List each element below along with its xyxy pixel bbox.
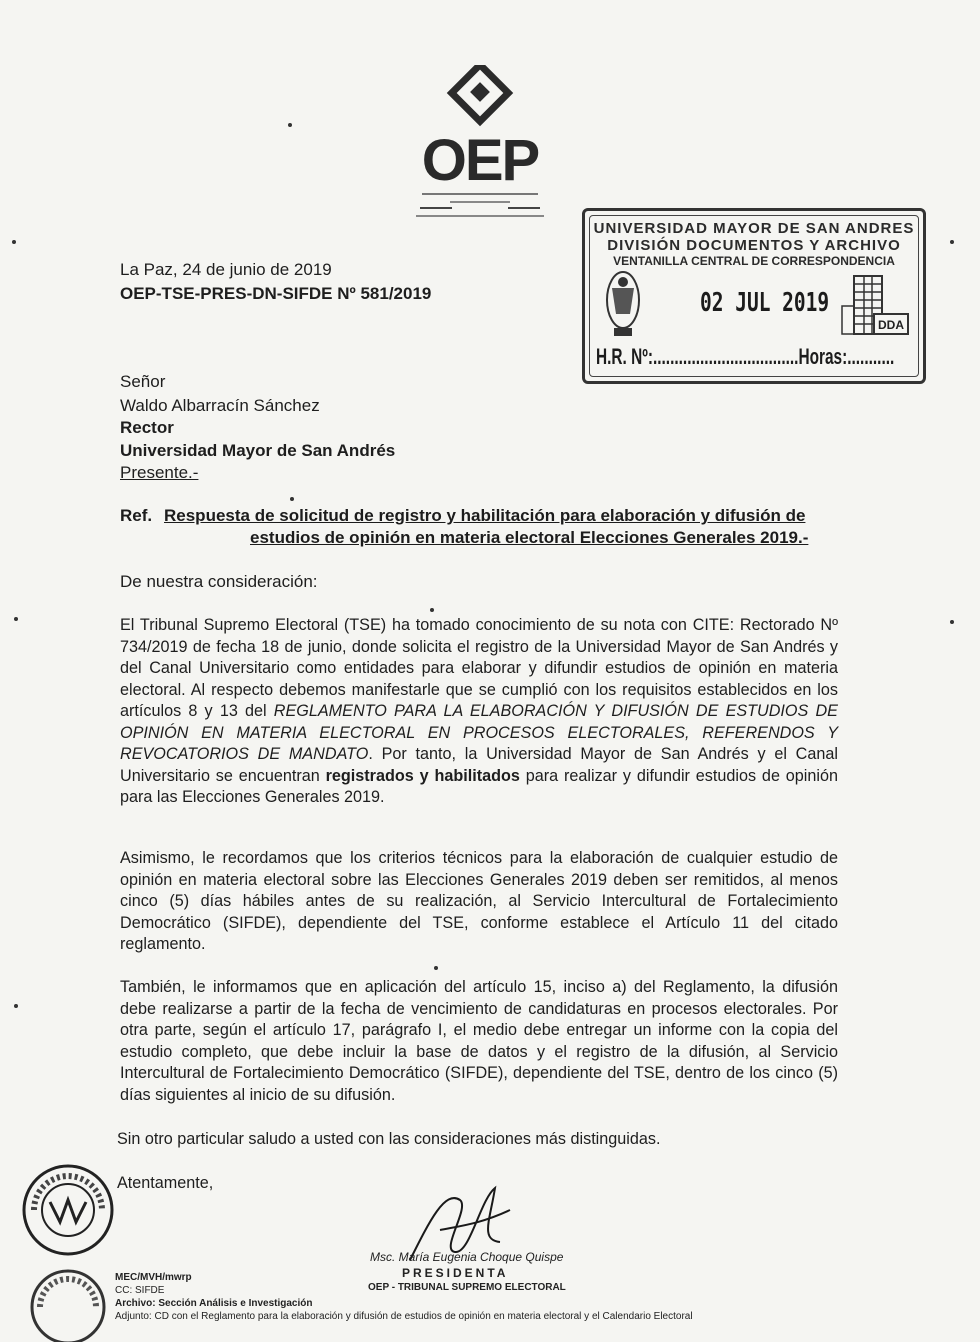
university-seal-icon <box>604 268 642 340</box>
sifde-seal-icon <box>20 1162 116 1258</box>
ref-line-1: Respuesta de solicitud de registro y habilitación para elaboración y difusión de <box>164 506 806 525</box>
footer-archivo: Archivo: Sección Análisis e Investigación <box>115 1298 313 1309</box>
oep-logo <box>405 55 555 228</box>
body-paragraph-1: El Tribunal Supremo Electoral (TSE) ha tomado conocimiento de su nota con CITE: Rectorado Nº 734/2019 de fecha 18 de junio, donde solicita el registro de la Universidad Mayor de San Andrés y del Canal Universitario como entidades para elaborar y difundir estudios de opinión en materia electoral. Al respecto debemos manifestarle que se cumplió con los requisitos establecidos en los artículos 8 y 13 del REGLAMENTO PARA LA ELABORACIÓN Y DIFUSIÓN DE ESTUDIOS DE OPINIÓN EN MATERIA ELECTORAL EN PROCESOS ELECTORALES, REFERENDOS Y REVOCATORIOS DE MANDATO. Por tanto, la Universidad Mayor de San Andrés y el Canal Universitario se encuentran registrados y habilitados para realizar y difundir estudios de opinión para las Elecciones Generales 2019. <box>120 616 838 806</box>
body-paragraph-2: Asimismo, le recordamos que los criterios técnicos para la elaboración de cualquier estudio de opinión en materia electoral sobre las Elecciones Generales 2019 deben ser remitidos, al menos cinco (5) días hábiles antes de su realización, al Servicio Intercultural de Fortalecimiento Democrático (SIFDE), dependiente del TSE, conforme establece el Artículo 11 del citado reglamento. <box>120 849 838 953</box>
footer-cc: CC: SIFDE <box>115 1285 165 1296</box>
stamp-university: UNIVERSIDAD MAYOR DE SAN ANDRES <box>593 220 915 237</box>
stamp-hr-label: H.R. Nº: <box>596 344 653 369</box>
second-seal-icon <box>28 1265 108 1342</box>
stamp-footer: H.R. Nº:..................................Horas:........... <box>596 344 895 369</box>
ref-label: Ref. <box>120 506 153 525</box>
footer-initials: MEC/MVH/mwrp <box>115 1272 192 1283</box>
oep-acronym: OEP <box>421 128 539 193</box>
recipient-org: Universidad Mayor de San Andrés <box>120 441 396 460</box>
place-date: La Paz, 24 de junio de 2019 <box>120 260 332 279</box>
cite-number: OEP-TSE-PRES-DN-SIFDE Nº 581/2019 <box>120 284 432 303</box>
greeting: De nuestra consideración: <box>120 572 318 591</box>
oep-emblem-icon <box>440 55 520 127</box>
signer-org: OEP - TRIBUNAL SUPREMO ELECTORAL <box>368 1282 566 1293</box>
presente: Presente.- <box>120 463 199 482</box>
oep-subtitle-lines <box>405 191 555 228</box>
building-icon <box>840 270 910 340</box>
footer-adjunto: Adjunto: CD con el Reglamento para la elaboración y difusión de estudios de opinión en materia electoral y el Calendario Electoral <box>115 1311 693 1322</box>
body-paragraph-3: También, le informamos que en aplicación del artículo 15, inciso a) del Reglamento, la difusión debe realizarse a partir de la fecha de vencimiento de candidaturas en procesos electorales. Por otra parte, según el artículo 17, parágrafo I, el medio debe entregar un informe con la copia del estudio completo, que debe incluir la base de datos y el registro de la difusión, al Servicio Intercultural de Fortalecimiento Democrático (SIFDE), dependiente del TSE, dentro de los cinco (5) días siguientes al inicio de su difusión. <box>120 978 838 1104</box>
ref-line-2: estudios de opinión en materia electoral Elecciones Generales 2019.- <box>250 528 809 547</box>
stamp-date: 02 JUL 2019 <box>700 288 830 318</box>
stamp-division: DIVISIÓN DOCUMENTOS Y ARCHIVO <box>607 237 901 254</box>
signer-name: Msc. María Eugenia Choque Quispe <box>370 1250 564 1264</box>
reception-stamp <box>582 208 926 384</box>
signoff: Atentamente, <box>117 1174 214 1192</box>
closing-line: Sin otro particular saludo a usted con las consideraciones más distinguidas. <box>117 1130 661 1148</box>
salutation: Señor <box>120 372 166 391</box>
recipient-name: Waldo Albarracín Sánchez <box>120 396 320 415</box>
recipient-role: Rector <box>120 418 174 437</box>
stamp-badge: DDA <box>878 318 904 332</box>
signer-title: PRESIDENTA <box>402 1266 509 1280</box>
stamp-horas-label: Horas: <box>798 344 848 369</box>
stamp-office: VENTANILLA CENTRAL DE CORRESPONDENCIA <box>613 254 895 268</box>
